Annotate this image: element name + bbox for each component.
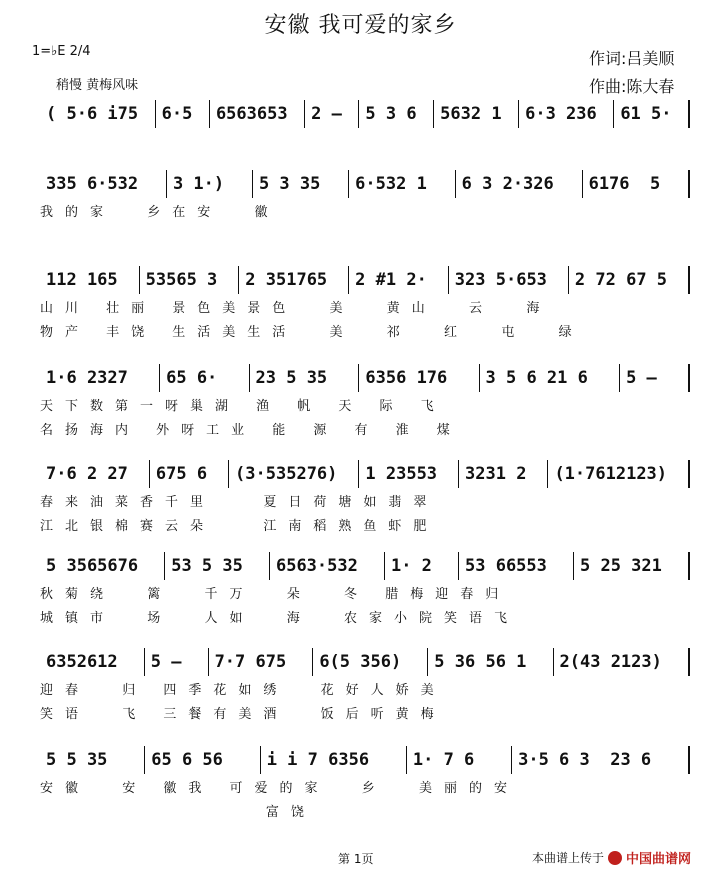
lyric-row: 物产 丰饶 生活美生活 美 祁 红 屯 绿 <box>40 324 584 340</box>
measure: 675 6 <box>150 460 229 488</box>
measure: (3·535276) <box>229 460 359 488</box>
measure: 6·3 236 <box>519 100 614 128</box>
measure: 53565 3 <box>140 266 240 294</box>
lyric-row: 山川 壮丽 景色美景色 美 黄山 云 海 <box>40 300 552 316</box>
measure: i i 7 6356 <box>261 746 407 774</box>
source-label: 本曲谱上传于 <box>532 851 605 865</box>
source-credit <box>532 848 691 867</box>
measure: 1·6 2327 <box>40 364 160 392</box>
lyric-row: 我的家 乡在安 徽 <box>40 204 280 220</box>
site-logo-icon <box>608 851 622 865</box>
lyricist-credit: 作词:吕美顺 <box>589 49 675 68</box>
measure: 65 6 56 <box>145 746 260 774</box>
lyric-row: 城镇市 场 人如 海 农家小院笑语飞 <box>40 610 520 626</box>
staff-line <box>40 742 690 822</box>
staff-line <box>40 644 690 724</box>
staff-line <box>40 360 690 440</box>
lyric-row: 迎春 归 四季花如绣 花好人娇美 <box>40 682 446 698</box>
staff-line <box>40 456 690 536</box>
lyric-row: 春来油菜香千里 夏日荷塘如翡翠 <box>40 494 439 510</box>
measure: (1·7612123) <box>548 460 690 488</box>
measure: 6176 5 <box>583 170 690 198</box>
composer-credit: 作曲:陈大春 <box>589 77 675 96</box>
measure: 53 66553 <box>459 552 574 580</box>
key-signature: 1=♭E 2/4 <box>32 44 91 59</box>
lyric-row: 安徽 安 徽我 可爱的家 乡 美丽的安 <box>40 780 520 796</box>
measure: 3 1·) <box>167 170 253 198</box>
measure: 2 #1 2· <box>349 266 449 294</box>
measure: 3 5 6 21 6 <box>480 364 621 392</box>
measure: 7·6 2 27 <box>40 460 150 488</box>
measure: 6352612 <box>40 648 145 676</box>
measure: 23 5 35 <box>250 364 360 392</box>
measure: 5 – <box>145 648 209 676</box>
measure: 7·7 675 <box>209 648 314 676</box>
lyric-row: 富饶 <box>40 804 316 820</box>
measure: 323 5·653 <box>449 266 569 294</box>
measure: 1 23553 <box>359 460 459 488</box>
measure: 5 – <box>620 364 690 392</box>
measure: 2 72 67 5 <box>569 266 690 294</box>
staff-line <box>40 166 690 222</box>
page-number: 第 1页 <box>338 852 374 866</box>
notation-row <box>40 166 690 198</box>
measure: 3·5 6 3 23 6 <box>512 746 690 774</box>
measure: 5 3 6 <box>359 100 434 128</box>
measure: 6·5 <box>156 100 210 128</box>
measure: 6563·532 <box>270 552 385 580</box>
measure: 5 3565676 <box>40 552 165 580</box>
lyric-row: 天下数第一呀巢湖 渔 帆 天 际 飞 <box>40 398 446 414</box>
measure: 335 6·532 <box>40 170 167 198</box>
lyric-row: 秋菊绕 篱 千万 朵 冬 腊梅迎春归 <box>40 586 511 602</box>
measure: 5 36 56 1 <box>428 648 553 676</box>
lyric-row: 名扬海内 外呀工业 能 源 有 淮 煤 <box>40 422 462 438</box>
staff-line <box>40 548 690 628</box>
measure: 6·532 1 <box>349 170 455 198</box>
measure: 5632 1 <box>434 100 519 128</box>
tempo-marking: 稍慢 黄梅风味 <box>56 78 139 93</box>
notation-row <box>40 456 690 488</box>
measure: 1· 7 6 <box>407 746 512 774</box>
measure: 2 – <box>305 100 359 128</box>
notation-row <box>40 262 690 294</box>
measure: ( 5·6 i75 <box>40 100 156 128</box>
staff-line <box>40 96 690 128</box>
measure: 1· 2 <box>385 552 459 580</box>
measure: 65 6· <box>160 364 249 392</box>
song-title: 安徽 我可爱的家乡 <box>264 13 457 38</box>
measure: 5 25 321 <box>574 552 690 580</box>
lyric-row: 江北银棉赛云朵 江南稻熟鱼虾肥 <box>40 518 439 534</box>
measure: 6(5 356) <box>313 648 428 676</box>
measure: 3231 2 <box>459 460 548 488</box>
measure: 53 5 35 <box>165 552 270 580</box>
staff-line <box>40 262 690 342</box>
measure: 2 351765 <box>239 266 349 294</box>
notation-row <box>40 742 690 774</box>
notation-row <box>40 548 690 580</box>
measure: 2(43 2123) <box>554 648 690 676</box>
measure: 5 3 35 <box>253 170 349 198</box>
notation-row <box>40 360 690 392</box>
measure: 112 165 <box>40 266 140 294</box>
notation-row <box>40 96 690 128</box>
measure: 6 3 2·326 <box>456 170 583 198</box>
measure: 6563653 <box>210 100 305 128</box>
measure: 6356 176 <box>359 364 479 392</box>
lyric-row: 笑语 飞 三餐有美酒 饭后听黄梅 <box>40 706 446 722</box>
notation-row <box>40 644 690 676</box>
measure: 61 5· <box>614 100 690 128</box>
measure: 5 5 35 <box>40 746 145 774</box>
site-name: 中国曲谱网 <box>626 852 692 867</box>
